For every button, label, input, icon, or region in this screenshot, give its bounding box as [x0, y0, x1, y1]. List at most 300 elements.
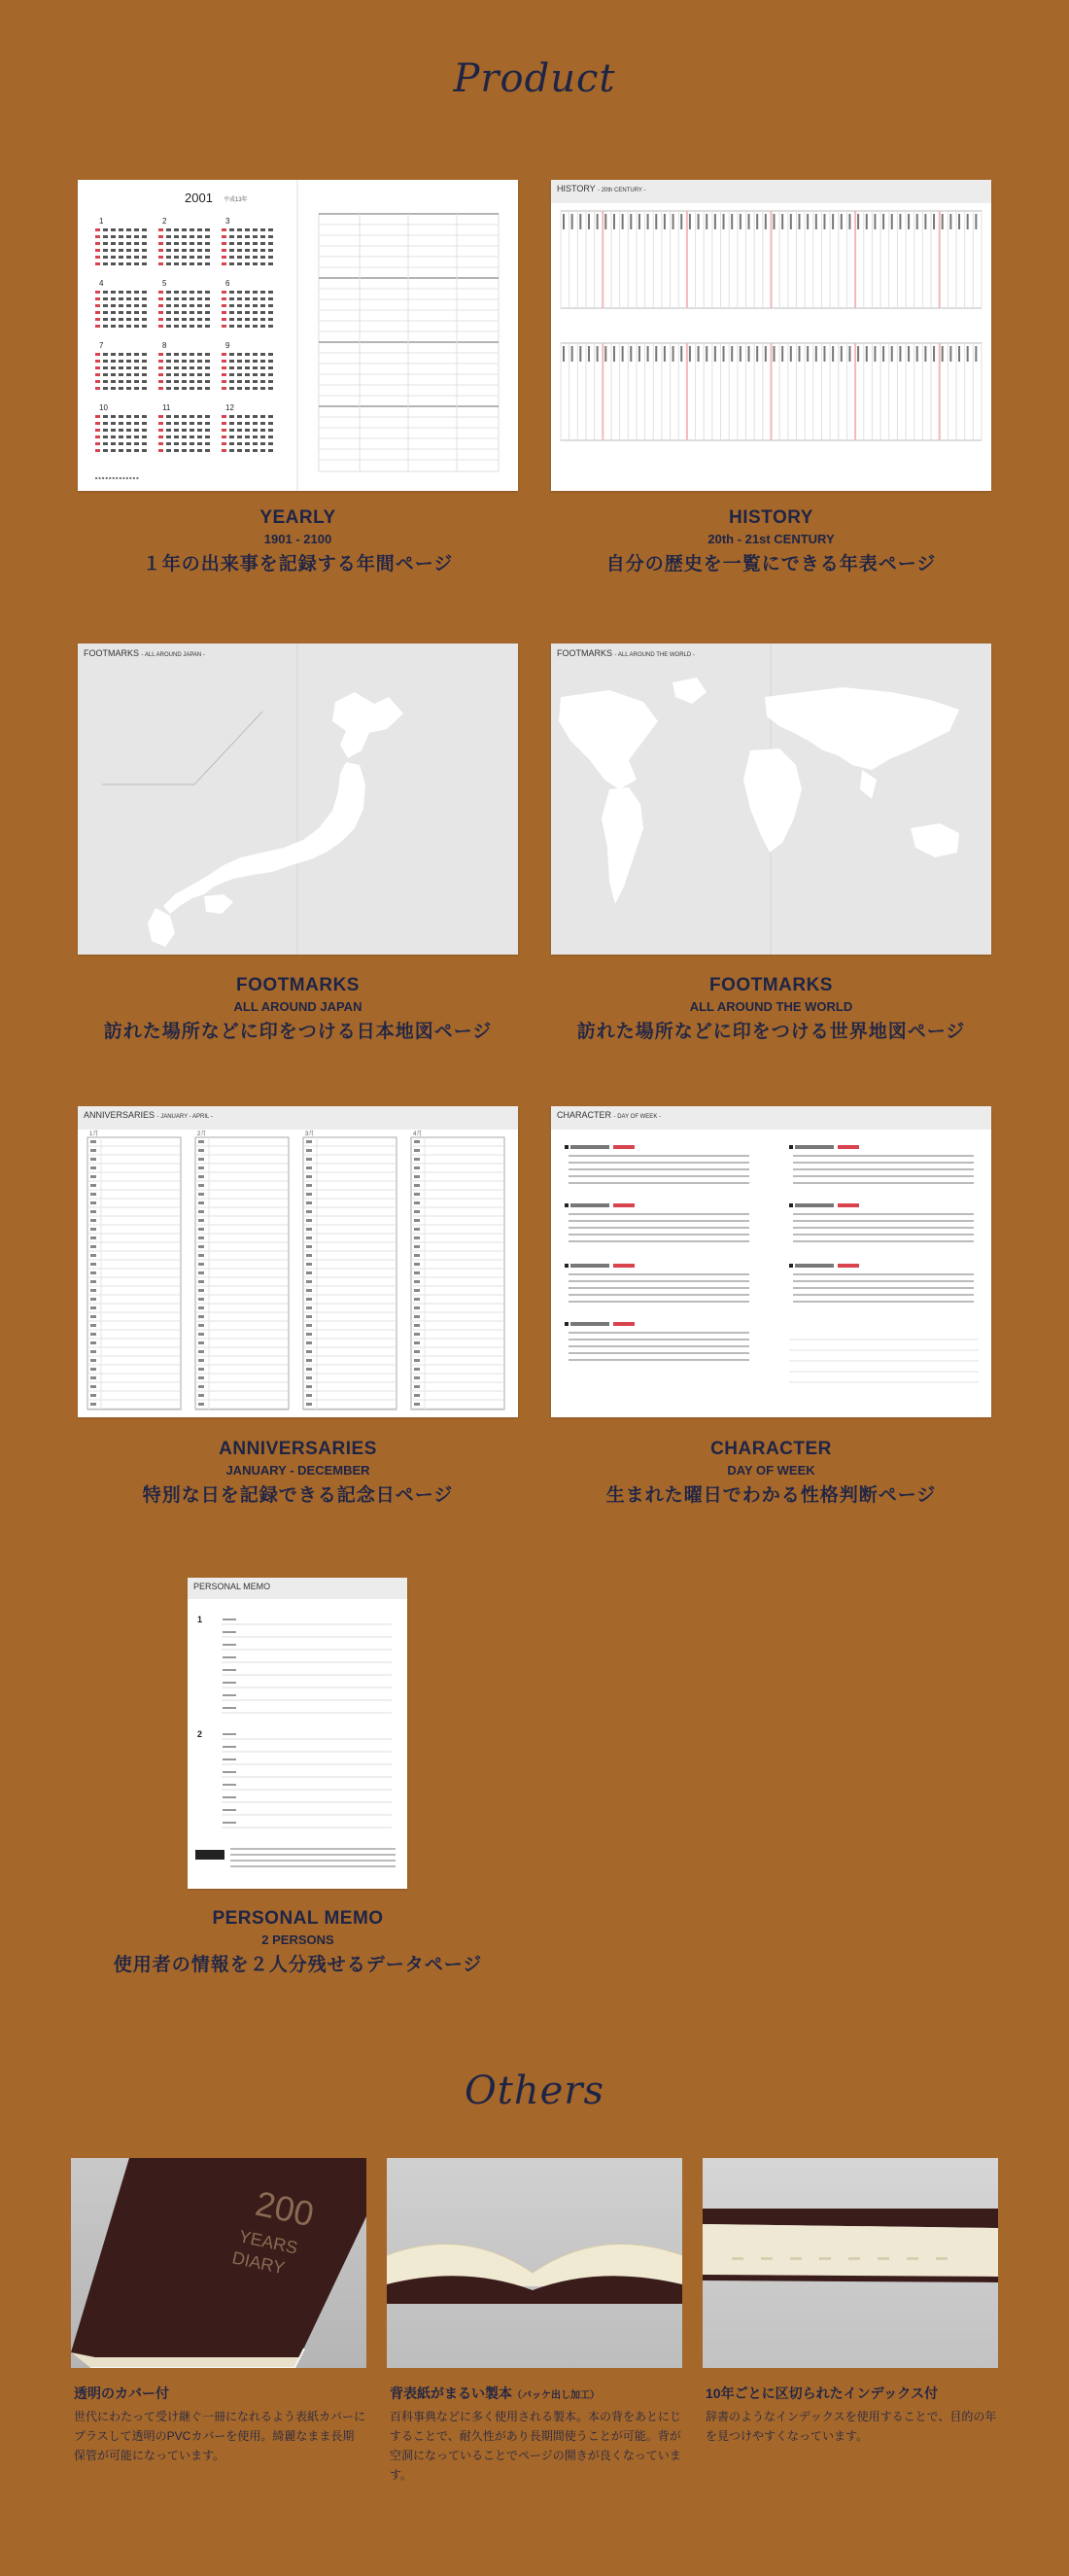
history-year-label	[672, 346, 674, 362]
anniversaries-day-number	[306, 1210, 312, 1213]
history-sub: 20th - 21st CENTURY	[707, 532, 835, 546]
history-year-label	[765, 214, 767, 229]
svg-text:■ ■ ■ ■ ■ ■ ■ ■ ■ ■ ■ ■ ■: ■ ■ ■ ■ ■ ■ ■ ■ ■ ■ ■ ■ ■	[95, 475, 139, 480]
yearly-month-label: 8	[162, 341, 167, 350]
personal-memo-name: PERSONAL MEMO	[212, 1908, 384, 1929]
yearly-day-cell	[119, 442, 123, 445]
yearly-day-cell	[253, 360, 258, 363]
yearly-name: YEARLY	[259, 507, 336, 528]
history-year-label	[638, 214, 640, 229]
history-year-label	[967, 346, 969, 362]
yearly-day-cell	[229, 422, 234, 425]
world-page-head: FOOTMARKS	[557, 648, 613, 658]
yearly-day-cell	[245, 373, 250, 376]
yearly-day-cell	[190, 256, 194, 259]
yearly-day-cell	[245, 429, 250, 432]
history-year-label	[958, 346, 960, 362]
yearly-day-cell	[142, 228, 147, 231]
yearly-day-cell	[126, 360, 131, 363]
yearly-day-cell	[237, 387, 242, 390]
yearly-day-cell	[142, 235, 147, 238]
yearly-day-cell	[190, 291, 194, 294]
yearly-day-cell	[229, 297, 234, 300]
anniversaries-day-number	[414, 1376, 420, 1379]
yearly-day-cell	[237, 415, 242, 418]
history-year-label	[815, 346, 817, 362]
anniversaries-day-number	[306, 1219, 312, 1222]
spine-title-note: （バッケ出し加工）	[512, 2390, 600, 2401]
yearly-day-cell	[126, 297, 131, 300]
yearly-day-cell	[158, 235, 163, 238]
yearly-day-cell	[253, 442, 258, 445]
yearly-caption	[78, 507, 518, 575]
yearly-day-cell	[190, 449, 194, 452]
yearly-day-cell	[158, 360, 163, 363]
yearly-day-cell	[174, 353, 179, 356]
anniversaries-day-number	[198, 1315, 204, 1318]
anniversaries-day-number	[198, 1280, 204, 1283]
yearly-day-cell	[260, 380, 265, 383]
history-year-label	[630, 346, 632, 362]
yearly-day-cell	[182, 304, 187, 307]
yearly-day-cell	[260, 442, 265, 445]
spine-photo	[387, 2158, 682, 2368]
yearly-day-cell	[182, 360, 187, 363]
yearly-day-cell	[111, 249, 116, 252]
yearly-day-cell	[103, 249, 108, 252]
cover-photo	[71, 2158, 366, 2368]
yearly-day-cell	[95, 442, 100, 445]
yearly-day-cell	[229, 235, 234, 238]
anniversaries-month-label: 4月	[413, 1131, 423, 1137]
history-year-label	[655, 346, 657, 362]
world-desc: 訪れた場所などに印をつける世界地図ページ	[576, 1022, 966, 1042]
anniversaries-day-number	[306, 1254, 312, 1257]
yearly-day-cell	[126, 311, 131, 314]
world-map-illustration	[551, 644, 991, 955]
yearly-day-cell	[222, 366, 226, 369]
yearly-day-cell	[205, 318, 210, 321]
yearly-day-cell	[174, 422, 179, 425]
history-year-label	[689, 214, 691, 229]
yearly-day-cell	[197, 249, 202, 252]
history-year-label	[680, 346, 682, 362]
yearly-day-cell	[103, 449, 108, 452]
anniversaries-page-thumbnail[interactable]	[78, 1106, 518, 1417]
character-page-head-sub: - DAY OF WEEK -	[613, 1114, 661, 1120]
anniversaries-page-head-sub: - JANUARY - APRIL -	[156, 1114, 213, 1120]
yearly-day-cell	[111, 373, 116, 376]
anniversaries-day-number	[306, 1184, 312, 1187]
anniversaries-day-number	[90, 1385, 96, 1388]
yearly-day-cell	[95, 318, 100, 321]
yearly-day-cell	[237, 442, 242, 445]
yearly-day-cell	[268, 353, 273, 356]
yearly-day-cell	[268, 429, 273, 432]
yearly-day-cell	[174, 325, 179, 328]
yearly-day-cell	[229, 311, 234, 314]
yearly-day-cell	[253, 256, 258, 259]
yearly-day-cell	[158, 249, 163, 252]
history-year-label	[798, 214, 800, 229]
yearly-day-cell	[126, 366, 131, 369]
history-year-label	[748, 346, 750, 362]
anniversaries-day-number	[198, 1228, 204, 1231]
yearly-day-cell	[260, 235, 265, 238]
yearly-day-cell	[190, 380, 194, 383]
yearly-day-cell	[229, 325, 234, 328]
yearly-day-cell	[182, 256, 187, 259]
yearly-day-cell	[158, 442, 163, 445]
history-year-label	[613, 346, 615, 362]
anniversaries-sub: JANUARY - DECEMBER	[225, 1463, 370, 1478]
anniversaries-day-number	[90, 1149, 96, 1152]
yearly-day-cell	[222, 435, 226, 438]
yearly-day-cell	[205, 415, 210, 418]
yearly-day-cell	[205, 380, 210, 383]
anniversaries-day-number	[306, 1368, 312, 1371]
history-year-label	[706, 346, 707, 362]
yearly-day-cell	[111, 311, 116, 314]
yearly-day-cell	[197, 422, 202, 425]
yearly-day-cell	[111, 442, 116, 445]
anniversaries-month-label: 2月	[197, 1131, 207, 1137]
others-section-title: Others	[465, 2069, 604, 2113]
yearly-day-cell	[182, 249, 187, 252]
yearly-day-cell	[166, 387, 171, 390]
yearly-month-label: 12	[225, 403, 234, 412]
history-year-label	[706, 214, 707, 229]
history-year-label	[579, 214, 581, 229]
yearly-day-cell	[103, 366, 108, 369]
anniversaries-day-number	[414, 1289, 420, 1292]
yearly-day-cell	[229, 291, 234, 294]
history-year-label	[748, 214, 750, 229]
personal-memo-form	[188, 1578, 407, 1889]
yearly-day-cell	[222, 297, 226, 300]
yearly-day-cell	[197, 435, 202, 438]
yearly-day-cell	[197, 353, 202, 356]
anniversaries-day-number	[414, 1193, 420, 1196]
anniversaries-day-number	[414, 1245, 420, 1248]
yearly-day-cell	[95, 242, 100, 245]
yearly-day-cell	[142, 311, 147, 314]
yearly-day-cell	[260, 262, 265, 265]
yearly-day-cell	[134, 262, 139, 265]
history-year-label	[781, 214, 783, 229]
history-year-label	[604, 346, 606, 362]
yearly-day-cell	[158, 422, 163, 425]
history-caption	[551, 507, 991, 575]
history-year-label	[916, 346, 918, 362]
history-year-label	[790, 214, 792, 229]
history-year-label	[774, 214, 776, 229]
yearly-day-cell	[126, 449, 131, 452]
yearly-day-cell	[197, 449, 202, 452]
anniversaries-day-number	[414, 1210, 420, 1213]
history-year-label	[680, 214, 682, 229]
yearly-day-cell	[205, 304, 210, 307]
personal-memo-sub: 2 PERSONS	[261, 1932, 334, 1947]
yearly-day-cell	[260, 291, 265, 294]
yearly-day-cell	[95, 256, 100, 259]
anniversaries-day-number	[306, 1140, 312, 1143]
yearly-day-cell	[158, 291, 163, 294]
yearly-day-cell	[245, 235, 250, 238]
yearly-day-cell	[197, 242, 202, 245]
history-year-label	[882, 346, 884, 362]
yearly-day-cell	[174, 311, 179, 314]
anniversaries-page-head: ANNIVERSARIES	[84, 1110, 155, 1120]
anniversaries-day-number	[306, 1280, 312, 1283]
yearly-day-cell	[222, 373, 226, 376]
anniversaries-day-number	[414, 1175, 420, 1178]
yearly-day-cell	[253, 235, 258, 238]
anniversaries-day-number	[306, 1228, 312, 1231]
japan-caption	[78, 975, 518, 1043]
yearly-day-cell	[126, 262, 131, 265]
yearly-day-cell	[103, 242, 108, 245]
yearly-page-thumbnail[interactable]	[78, 180, 518, 491]
history-year-label	[597, 346, 599, 362]
history-year-label	[848, 346, 850, 362]
yearly-day-cell	[205, 325, 210, 328]
yearly-day-cell	[158, 415, 163, 418]
yearly-day-cell	[222, 304, 226, 307]
yearly-day-cell	[166, 297, 171, 300]
yearly-day-cell	[126, 380, 131, 383]
yearly-day-cell	[142, 422, 147, 425]
japan-map-illustration	[78, 644, 518, 955]
yearly-day-cell	[190, 435, 194, 438]
yearly-day-cell	[166, 435, 171, 438]
yearly-day-cell	[222, 249, 226, 252]
character-sub: DAY OF WEEK	[727, 1463, 815, 1478]
history-year-label	[790, 346, 792, 362]
yearly-day-cell	[95, 360, 100, 363]
world-sub: ALL AROUND THE WORLD	[689, 999, 853, 1014]
japan-name: FOOTMARKS	[236, 975, 360, 995]
anniversaries-day-number	[90, 1341, 96, 1344]
yearly-day-cell	[95, 387, 100, 390]
yearly-day-cell	[126, 435, 131, 438]
yearly-day-cell	[103, 304, 108, 307]
yearly-day-cell	[182, 318, 187, 321]
yearly-day-cell	[253, 435, 258, 438]
yearly-day-cell	[229, 249, 234, 252]
yearly-day-cell	[245, 422, 250, 425]
yearly-day-cell	[103, 262, 108, 265]
yearly-month-label: 9	[225, 341, 230, 350]
yearly-day-cell	[205, 360, 210, 363]
anniversaries-day-number	[306, 1298, 312, 1301]
history-year-label	[563, 346, 565, 362]
yearly-day-cell	[134, 291, 139, 294]
yearly-day-cell	[229, 366, 234, 369]
japan-page-head: FOOTMARKS	[84, 648, 140, 658]
yearly-day-cell	[119, 449, 123, 452]
anniversaries-day-number	[306, 1376, 312, 1379]
history-year-label	[781, 346, 783, 362]
yearly-day-cell	[182, 235, 187, 238]
world-map-thumbnail[interactable]	[551, 644, 991, 955]
yearly-day-cell	[111, 449, 116, 452]
yearly-day-cell	[119, 291, 123, 294]
yearly-day-cell	[95, 291, 100, 294]
yearly-day-cell	[166, 422, 171, 425]
yearly-day-cell	[166, 311, 171, 314]
character-text-blocks	[551, 1106, 991, 1417]
anniversaries-day-number	[414, 1394, 420, 1397]
yearly-day-cell	[174, 415, 179, 418]
yearly-day-cell	[134, 325, 139, 328]
anniversaries-day-number	[90, 1158, 96, 1161]
yearly-day-cell	[229, 318, 234, 321]
yearly-day-cell	[260, 304, 265, 307]
world-page-head-sub: - ALL AROUND THE WORLD -	[614, 652, 695, 658]
yearly-day-cell	[268, 422, 273, 425]
yearly-day-cell	[260, 256, 265, 259]
yearly-day-cell	[190, 262, 194, 265]
yearly-day-cell	[237, 262, 242, 265]
history-year-label	[571, 214, 573, 229]
yearly-day-cell	[174, 304, 179, 307]
yearly-day-cell	[182, 228, 187, 231]
yearly-day-cell	[95, 297, 100, 300]
yearly-day-cell	[158, 366, 163, 369]
yearly-day-cell	[245, 242, 250, 245]
yearly-day-cell	[111, 422, 116, 425]
yearly-day-cell	[142, 325, 147, 328]
yearly-day-cell	[260, 228, 265, 231]
yearly-day-cell	[229, 380, 234, 383]
yearly-day-cell	[166, 373, 171, 376]
yearly-day-cell	[95, 366, 100, 369]
yearly-day-cell	[119, 235, 123, 238]
yearly-day-cell	[95, 429, 100, 432]
anniversaries-day-number	[90, 1201, 96, 1204]
yearly-day-cell	[260, 449, 265, 452]
history-page-head-sub: - 20th CENTURY -	[598, 188, 646, 193]
yearly-day-cell	[260, 242, 265, 245]
anniversaries-desc: 特別な日を記録できる記念日ページ	[142, 1485, 454, 1506]
yearly-day-cell	[260, 360, 265, 363]
yearly-day-cell	[95, 435, 100, 438]
yearly-day-cell	[229, 442, 234, 445]
yearly-month-label: 3	[225, 217, 230, 226]
yearly-day-cell	[245, 366, 250, 369]
yearly-day-cell	[182, 242, 187, 245]
yearly-day-cell	[103, 297, 108, 300]
yearly-day-cell	[222, 360, 226, 363]
yearly-day-cell	[190, 297, 194, 300]
history-year-label	[841, 346, 843, 362]
yearly-day-cell	[253, 366, 258, 369]
history-year-label	[975, 346, 977, 362]
anniversaries-day-number	[306, 1394, 312, 1397]
yearly-day-cell	[205, 449, 210, 452]
yearly-day-cell	[166, 429, 171, 432]
yearly-day-cell	[166, 256, 171, 259]
anniversaries-day-number	[90, 1210, 96, 1213]
character-page-thumbnail[interactable]	[551, 1106, 991, 1417]
cover-title-200: 200	[252, 2182, 318, 2235]
yearly-day-cell	[237, 235, 242, 238]
yearly-day-cell	[103, 442, 108, 445]
history-page-thumbnail[interactable]	[551, 180, 991, 491]
yearly-day-cell	[229, 353, 234, 356]
anniversaries-day-number	[90, 1333, 96, 1336]
anniversaries-day-number	[198, 1166, 204, 1169]
anniversaries-day-number	[306, 1263, 312, 1266]
yearly-day-cell	[245, 435, 250, 438]
yearly-day-cell	[142, 373, 147, 376]
yearly-month-label: 10	[99, 403, 108, 412]
yearly-day-cell	[174, 228, 179, 231]
yearly-day-cell	[174, 235, 179, 238]
anniversaries-day-number	[90, 1140, 96, 1143]
yearly-day-cell	[237, 249, 242, 252]
yearly-day-cell	[166, 262, 171, 265]
history-year-label	[899, 214, 901, 229]
yearly-day-cell	[103, 228, 108, 231]
history-page-head: HISTORY	[557, 184, 596, 193]
yearly-day-cell	[158, 242, 163, 245]
japan-map-thumbnail[interactable]	[78, 644, 518, 955]
history-year-label	[774, 346, 776, 362]
yearly-day-cell	[95, 311, 100, 314]
yearly-day-cell	[197, 311, 202, 314]
yearly-day-cell	[95, 304, 100, 307]
yearly-day-cell	[222, 387, 226, 390]
yearly-day-cell	[190, 429, 194, 432]
yearly-day-cell	[166, 242, 171, 245]
yearly-day-cell	[95, 353, 100, 356]
history-year-label	[604, 214, 606, 229]
anniversaries-day-number	[414, 1201, 420, 1204]
yearly-day-cell	[182, 415, 187, 418]
yearly-day-cell	[253, 304, 258, 307]
yearly-day-cell	[174, 360, 179, 363]
yearly-day-cell	[182, 311, 187, 314]
anniversaries-day-number	[306, 1245, 312, 1248]
yearly-day-cell	[134, 380, 139, 383]
history-year-label	[908, 214, 910, 229]
yearly-day-cell	[111, 366, 116, 369]
anniversaries-day-number	[198, 1368, 204, 1371]
yearly-day-cell	[174, 242, 179, 245]
yearly-day-cell	[205, 422, 210, 425]
yearly-day-cell	[158, 311, 163, 314]
yearly-day-cell	[245, 442, 250, 445]
history-year-label	[731, 346, 733, 362]
yearly-day-cell	[190, 318, 194, 321]
yearly-day-cell	[158, 297, 163, 300]
anniversaries-day-number	[414, 1403, 420, 1406]
anniversaries-day-number	[90, 1350, 96, 1353]
yearly-day-cell	[237, 373, 242, 376]
yearly-day-cell	[190, 353, 194, 356]
yearly-day-cell	[182, 373, 187, 376]
history-year-label	[597, 214, 599, 229]
personal-memo-page-thumbnail[interactable]	[188, 1578, 407, 1889]
yearly-day-cell	[260, 435, 265, 438]
history-year-label	[949, 214, 951, 229]
anniversaries-day-number	[198, 1324, 204, 1327]
anniversaries-day-number	[198, 1263, 204, 1266]
yearly-day-cell	[190, 235, 194, 238]
character-desc: 生まれた曜日でわかる性格判断ページ	[605, 1485, 937, 1506]
